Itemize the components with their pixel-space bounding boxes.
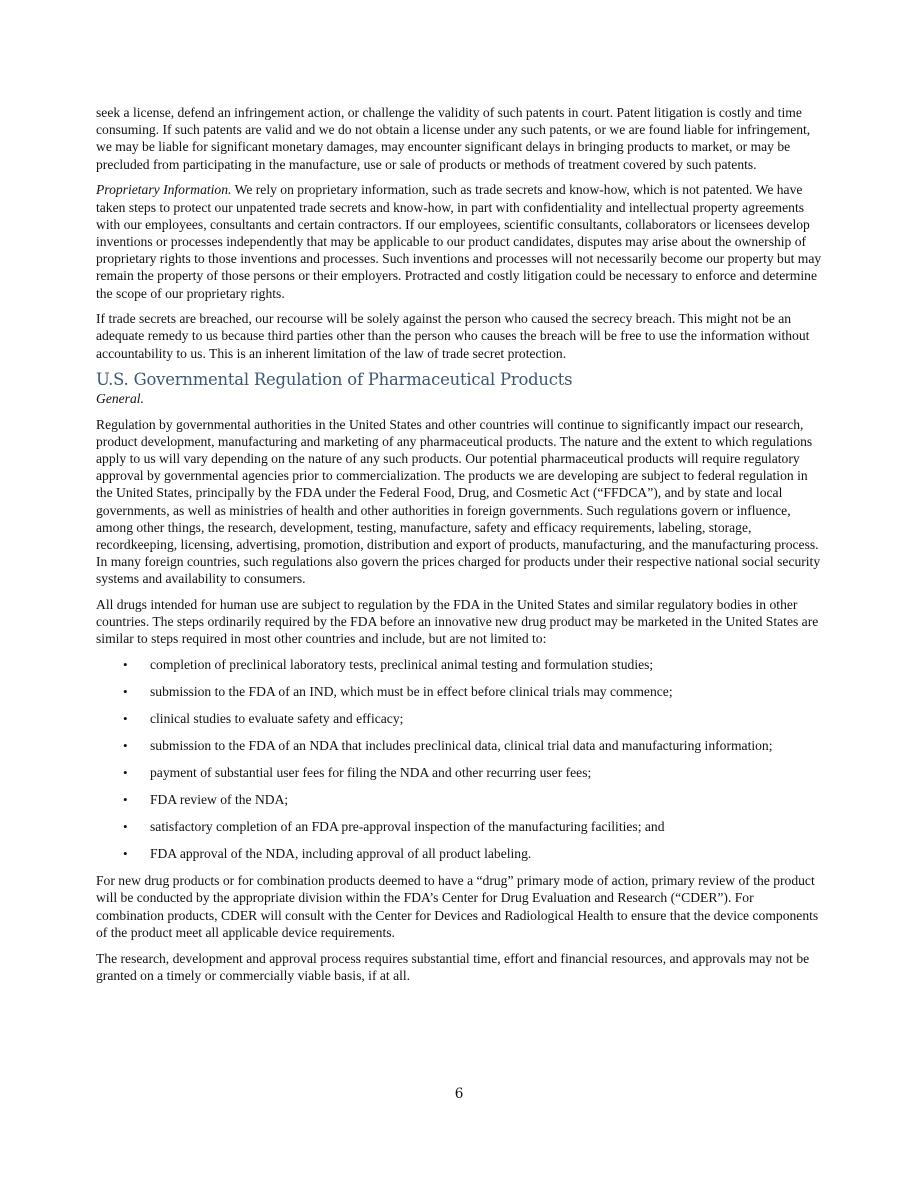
fda-steps-list — [96, 656, 822, 862]
proprietary-information-body: We rely on proprietary information, such as trade secrets and know-how, which is not patented. We have taken steps to protect our unpatented trade secrets and know-how, in part with confidentiality and intellectual property agreements with our employees, consultants and certain contractors. If our employees, scientific consultants, collaborators or licensees develop inventions or processes independently that may be applicable to our product candidates, disputes may arise about the ownership of proprietary rights to those inventions and processes. Such inventions and processes will not necessarily become our property but may remain the property of those persons or their employers. Protracted and costly litigation could be necessary to enforce and determine the scope of our proprietary rights. — [96, 182, 822, 301]
proprietary-information-lead: Proprietary Information. — [96, 182, 232, 198]
list-item-text: completion of preclinical laboratory tests, preclinical animal testing and formulation studies; — [150, 657, 654, 673]
list-item-text: clinical studies to evaluate safety and efficacy; — [150, 711, 404, 727]
paragraph-cder-review: For new drug products or for combination products deemed to have a “drug” primary mode of action, primary review of the product will be conducted by the appropriate division within the FDA’s Center for Drug Evaluation and Research (“CDER”). For combination products, CDER will consult with the Center for Devices and Radiological Health to ensure that the device components of the product meet all applicable device requirements. — [96, 873, 819, 940]
bullet-icon: • — [123, 738, 128, 754]
paragraph-proprietary-information — [96, 181, 822, 301]
paragraph-patent-litigation: seek a license, defend an infringement action, or challenge the validity of such patents in court. Patent litigation is costly and time consuming. If such patents are valid and we do not obtain a license under any such patents, or we are found liable for infringement, we may be liable for significant monetary damages, may encounter significant delays in bringing products to market, or may be precluded from participating in the manufacture, use or sale of products or methods of treatment covered by such patents. — [96, 105, 811, 172]
list-item — [96, 764, 822, 781]
paragraph-regulation-overview: Regulation by governmental authorities in the United States and other countries will continue to significantly impact our research, product development, manufacturing and marketing of any pharmaceutical products. The nature and the extent to which regulations apply to us will vary depending on the nature of any such products. Our potential pharmaceutical products will require regulatory approval by governmental agencies prior to commercialization. The products we are developing are subject to federal regulation in the United States, principally by the FDA under the Federal Food, Drug, and Cosmetic Act (“FFDCA”), and by state and local governments, as well as ministries of health and other authorities in foreign governments. Such regulations govern or influence, among other things, the research, development, testing, manufacture, safety and efficacy requirements, labeling, storage, recordkeeping, licensing, advertising, promotion, distribution and export of products, manufacturing, and the manufacturing process. In many foreign countries, such regulations also govern the prices charged for products under their respective national social security systems and availability to consumers. — [96, 416, 821, 587]
list-item-text: submission to the FDA of an IND, which must be in effect before clinical trials may commence; — [150, 684, 673, 700]
bullet-icon: • — [123, 684, 128, 700]
section-heading: U.S. Governmental Regulation of Pharmaceutical Products — [96, 370, 573, 390]
page-number: 6 — [454, 1086, 464, 1102]
bullet-icon: • — [123, 657, 128, 673]
list-item — [96, 710, 822, 727]
list-item — [96, 656, 822, 673]
list-item — [96, 683, 822, 700]
section-subheading: General. — [96, 391, 144, 407]
bullet-icon: • — [123, 819, 128, 835]
list-item-text: satisfactory completion of an FDA pre-approval inspection of the manufacturing facilities; and — [150, 819, 665, 835]
bullet-icon: • — [123, 711, 128, 727]
paragraph-fda-steps-intro: All drugs intended for human use are subject to regulation by the FDA in the United States and similar regulatory bodies in other countries. The steps ordinarily required by the FDA before an innovative new drug product may be marketed in the United States are similar to steps required in most other countries and include, but are not limited to: — [96, 597, 819, 647]
bullet-icon: • — [123, 792, 128, 808]
list-item — [96, 845, 822, 862]
bullet-icon: • — [123, 846, 128, 862]
list-item-text: FDA review of the NDA; — [150, 792, 289, 808]
paragraph-trade-secrets: If trade secrets are breached, our recourse will be solely against the person who caused the secrecy breach. This might not be an adequate remedy to us because third parties other than the person who causes the breach will be free to use the information without accountability to us. This is an inherent limitation of the law of trade secret protection. — [96, 311, 810, 361]
list-item-text: FDA approval of the NDA, including approval of all product labeling. — [150, 846, 532, 862]
list-item — [96, 818, 822, 835]
paragraph-approval-process: The research, development and approval process requires substantial time, effort and financial resources, and approvals may not be granted on a timely or commercially viable basis, if at all. — [96, 950, 810, 983]
document-page — [96, 104, 822, 992]
list-item — [96, 791, 822, 808]
list-item-text: submission to the FDA of an NDA that includes preclinical data, clinical trial data and manufacturing information; — [150, 738, 773, 754]
list-item-text: payment of substantial user fees for filing the NDA and other recurring user fees; — [150, 765, 592, 781]
list-item — [96, 737, 822, 754]
bullet-icon: • — [123, 765, 128, 781]
